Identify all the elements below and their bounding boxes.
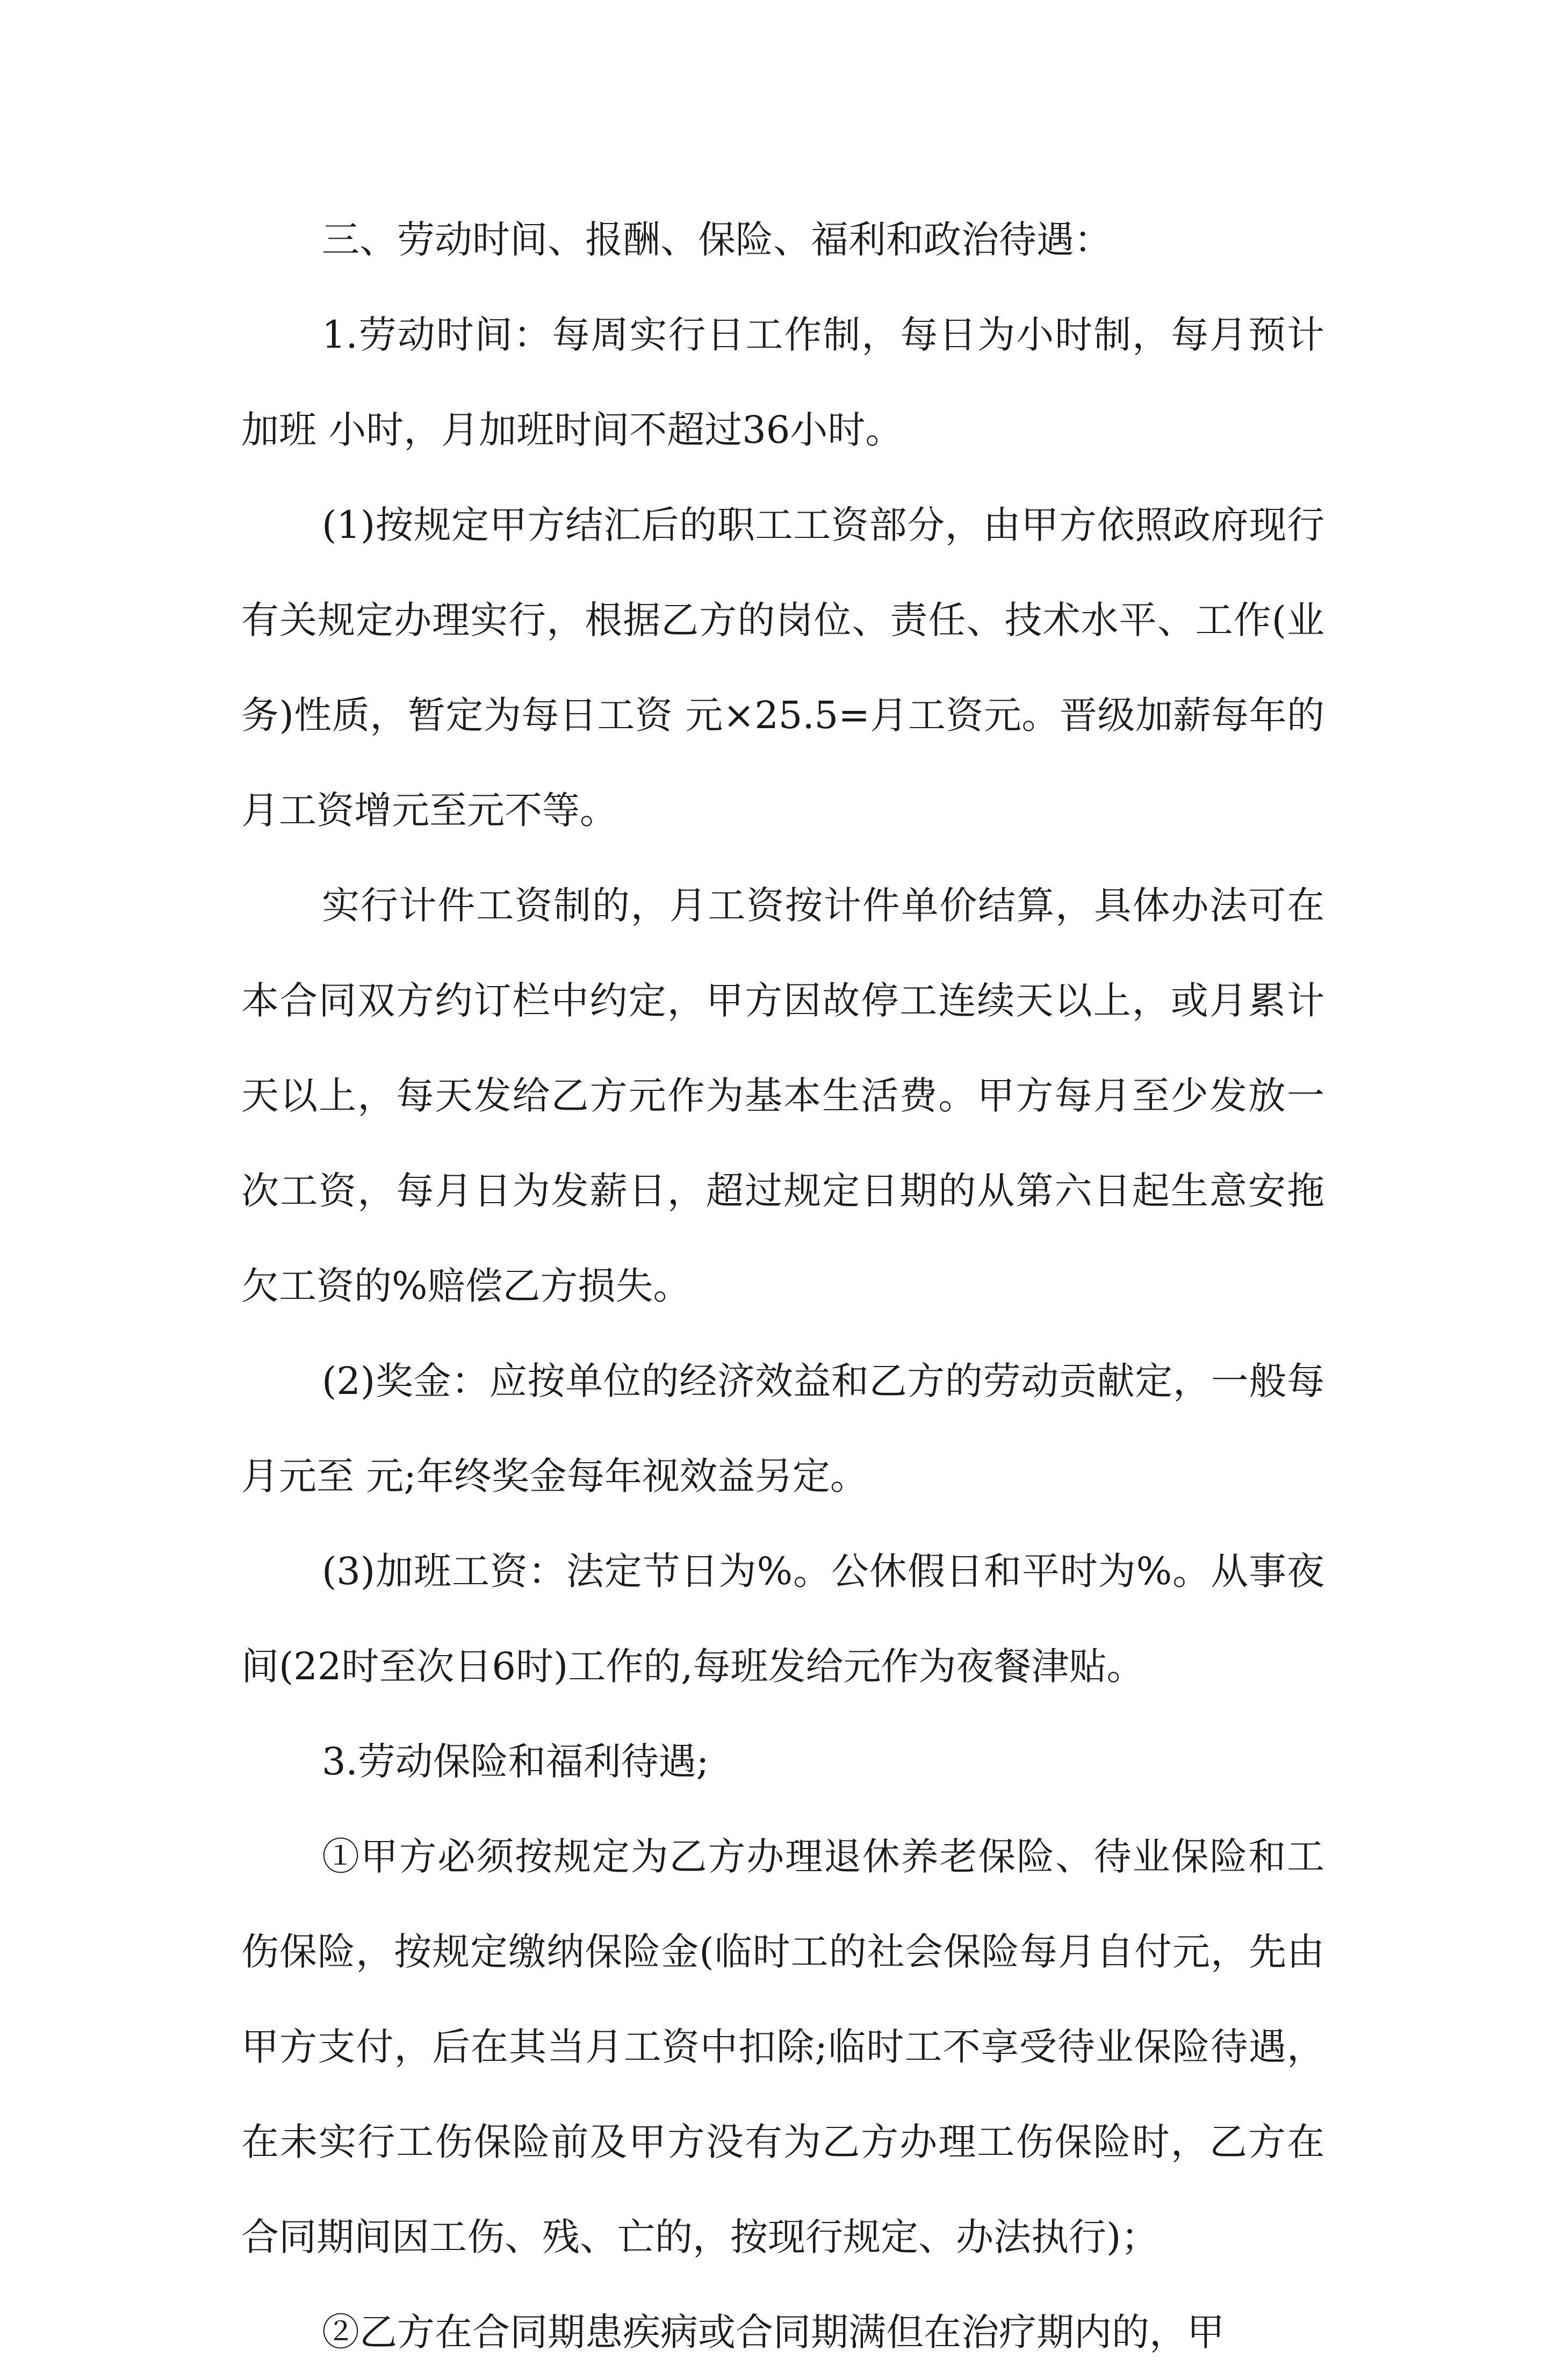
paragraph-insurance-1: ①甲方必须按规定为乙方办理退休养老保险、待业保险和工伤保险，按规定缴纳保险金(临时工的社会保险每月自付元，先由甲方支付，后在其当月工资中扣除;临时工不享受待业保险待遇，在未实行工伤保险前及甲方没有为乙方办理工伤保险时，乙方在合同期间因工伤、残、亡的，按现行规定、办法执行)； <box>241 1835 1324 2259</box>
paragraph-wages: (1)按规定甲方结汇后的职工工资部分，由甲方依照政府现行有关规定办理实行，根据乙方的岗位、责任、技术水平、工作(业务)性质，暂定为每日工资 元×25.5=月工资元。晋级加薪每年的月工资增元至元不等。 <box>241 503 1324 832</box>
paragraph-insurance-2: ②乙方在合同期患疾病或合同期满但在治疗期内的，甲 <box>322 2310 1225 2354</box>
paragraph-piecework: 实行计件工资制的，月工资按计件单价结算，具体办法可在本合同双方约订栏中约定，甲方因故停工连续天以上，或月累计天以上，每天发给乙方元作为基本生活费。甲方每月至少发放一次工资，每月日为发薪日，超过规定日期的从第六日起生意安拖欠工资的%赔偿乙方损失。 <box>241 883 1324 1308</box>
paragraph-bonus: (2)奖金：应按单位的经济效益和乙方的劳动贡献定，一般每月元至 元;年终奖金每年视效益另定。 <box>241 1359 1324 1498</box>
document-body <box>241 192 1324 2380</box>
paragraph-insurance-heading: 3.劳动保险和福利待遇; <box>322 1739 709 1784</box>
paragraph-working-hours: 1.劳动时间：每周实行日工作制，每日为小时制，每月预计加班 小时，月加班时间不超过36小时。 <box>241 313 1324 452</box>
paragraph-overtime-pay: (3)加班工资：法定节日为%。公休假日和平时为%。从事夜间(22时至次日6时)工作的,每班发给元作为夜餐津贴。 <box>241 1549 1324 1688</box>
section-heading: 三、劳动时间、报酬、保险、福利和政治待遇： <box>322 218 1112 262</box>
